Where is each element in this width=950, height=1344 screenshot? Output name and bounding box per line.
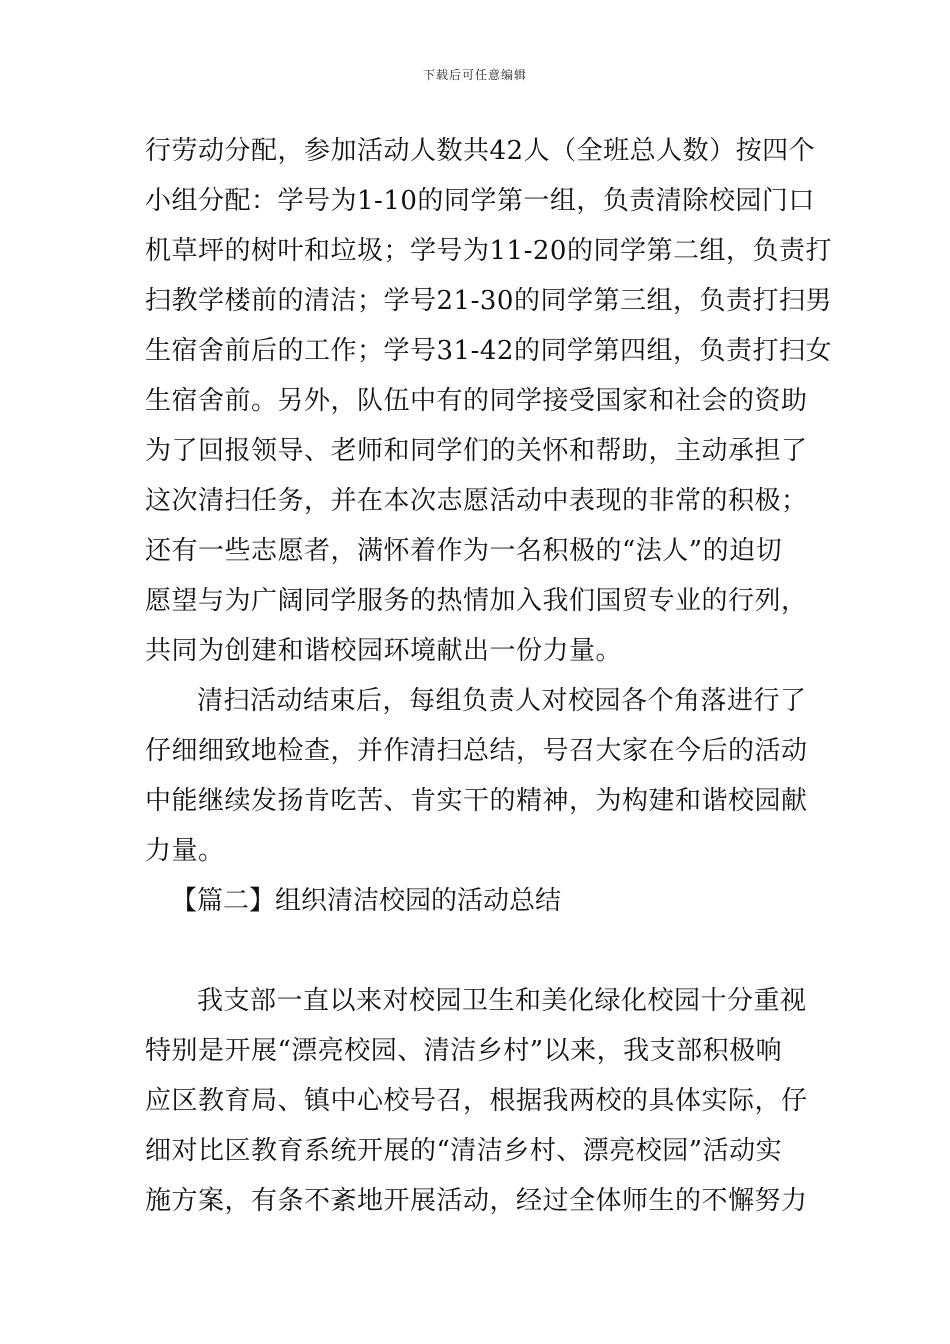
- paragraph-line: 仔细细致地检查，并作清扫总结，号召大家在今后的活动: [145, 736, 808, 766]
- paragraph-line: 还有一些志愿者，满怀着作为一名积极的“法人”的迫切: [145, 536, 783, 566]
- paragraph-line: 行劳动分配，参加活动人数共42人（全班总人数）按四个: [145, 136, 816, 166]
- paragraph-line: 这次清扫任务，并在本次志愿活动中表现的非常的积极；: [145, 486, 808, 516]
- paragraph-line: 清扫活动结束后，每组负责人对校园各个角落进行了: [197, 686, 807, 716]
- paragraph-line: 特别是开展“漂亮校园、清洁乡村”以来，我支部积极响: [145, 1036, 783, 1066]
- paragraph-line: 机草坪的树叶和垃圾；学号为11-20的同学第二组，负责打: [145, 236, 832, 266]
- paragraph-line: 共同为创建和谐校园环境献出一份力量。: [145, 636, 623, 666]
- paragraph-line: 施方案，有条不紊地开展活动，经过全体师生的不懈努力: [145, 1186, 808, 1216]
- paragraph-line: 生宿舍前后的工作；学号31-42的同学第四组，负责打扫女: [145, 336, 832, 366]
- paragraph-line: 愿望与为广阔同学服务的热情加入我们国贸专业的行列，: [145, 586, 808, 616]
- paragraph-line: 扫教学楼前的清洁；学号21-30的同学第三组，负责打扫男: [145, 286, 832, 316]
- header-note: 下载后可任意编辑: [422, 68, 527, 82]
- paragraph-line: 生宿舍前。另外，队伍中有的同学接受国家和社会的资助: [145, 386, 808, 416]
- paragraph-line: 应区教育局、镇中心校号召，根据我两校的具体实际，仔: [145, 1086, 808, 1116]
- paragraph-line: 我支部一直以来对校园卫生和美化绿化校园十分重视: [197, 986, 807, 1016]
- document-body: [145, 126, 832, 1226]
- paragraph-line: 小组分配：学号为1-10的同学第一组，负责清除校园门口: [145, 186, 815, 216]
- blank-gap: [145, 926, 810, 976]
- paragraph-line: 细对比区教育系统开展的“清洁乡村、漂亮校园”活动实: [145, 1136, 783, 1166]
- section-heading: 【篇二】组织清洁校园的活动总结: [171, 886, 562, 916]
- paragraph-line: 力量。: [145, 836, 225, 866]
- paragraph-line: 为了回报领导、老师和同学们的关怀和帮助，主动承担了: [145, 436, 808, 466]
- paragraph-line: 中能继续发扬肯吃苦、肯实干的精神，为构建和谐校园献: [145, 786, 808, 816]
